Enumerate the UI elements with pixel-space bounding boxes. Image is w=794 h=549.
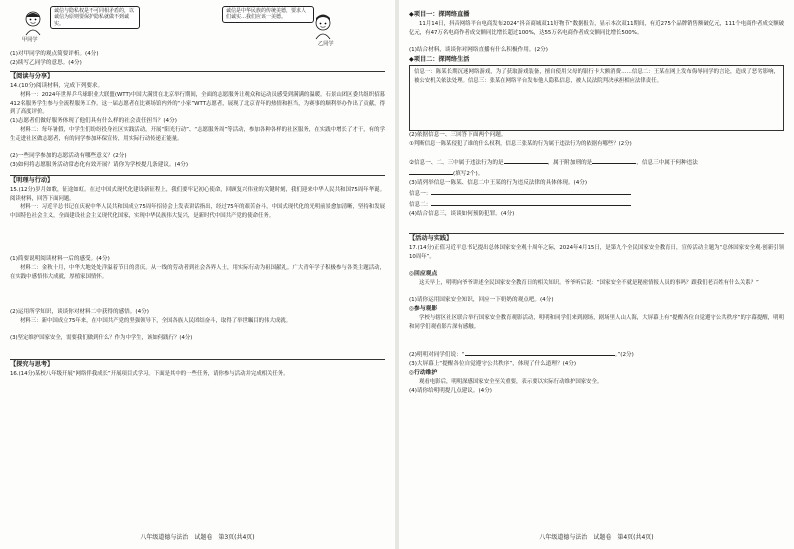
project1-text: 11月14日，抖音网络平台电商发布2024“抖音商城双11好物节”数据报告，显示本次双11期间，有近275个品牌销售额破亿元，111个电商作者成交额破亿元，有47万名电商作者成交额同比增长超过100%，达55万名电商作者成交额同比增长500%。 [409, 21, 784, 36]
answer-blank-1[interactable] [504, 157, 548, 164]
q2b-part1: ②信息一、二、三中属于违法行为的是 [409, 160, 504, 166]
info2-line [409, 199, 784, 210]
step3-title: ◎行动维护 [409, 370, 438, 376]
info1-label: 信息一： [409, 191, 432, 197]
q14-sub2: (2)一些同学参加的志愿活动有哪些意义？(2分) [10, 153, 127, 159]
step1-question: (1)请你运用国家安全知识，回应一下奶奶的观点吧。(4分) [409, 297, 554, 303]
q2b-part4: (填写2个)。 [453, 171, 484, 177]
q15-sub1: (1)简要说明阅读材料一后的感受。(4分) [10, 256, 110, 262]
q15-sub3: (3)坚定维护国家安全，需要我们做到什么？作为中学生，该如何践行？(4分) [10, 335, 193, 341]
q17-head: 17.(14分)正值习近平总书记提出总体国家安全观十周年之际，2024年4月15日，是第九个全民国家安全教育日，宣传活动主题为“总体国家安全观·创新引领10周年”。 [409, 245, 784, 260]
section-read-share: 【阅读与分享】 [10, 73, 54, 80]
step2-question1 [409, 349, 784, 360]
step2-title: ◎参与观影 [409, 306, 438, 312]
step3-text: 观看电影后，明明深感国家安全至关重要，表示要以实际行动维护国家安全。 [419, 379, 603, 385]
bubble-b-text: 诚信是中华民族的传统美德，要求人们诚实…我们应该一美德。 [226, 8, 307, 21]
s2q1-part2: 。”(2分) [614, 352, 634, 358]
q15-material3: 材料三：新中国成立75年来，在中国共产党的坚强领导下，全国各族人民团结奋斗，取得了举世瞩目的伟大成就。 [20, 318, 292, 324]
info1-blank[interactable] [431, 188, 631, 195]
step1-title: ◎回应观点 [409, 271, 438, 277]
q16-head: 16.(14分)某校八年级开展“网络伴我成长”开展项目式学习。下面是其中的一些任务，请你参与活动并完成相关任务。 [10, 371, 289, 377]
q15-material2: 材料二：金秋十月，中华大地处处洋溢着节日的喜庆。从一线的劳动者到社会各界人士，用实际行动为祖国献礼。广大青年学子积极参与各类主题活动，在实践中感悟伟大成就，厚植家国情怀。 [10, 265, 385, 280]
info-box [409, 65, 784, 131]
student-a-name: 甲同学 [22, 37, 38, 43]
project2-q2: (2)依据信息一、三回答下面两个问题。 [409, 132, 507, 138]
page-footer-right: 八年级道德与法治 试题卷 第4页(共4页) [539, 534, 654, 541]
q14-head: 14.(10分)阅读材料，完成下列要求。 [10, 83, 104, 89]
project2-q4: (4)结合信息三，谈谈如何预防犯罪。(4分) [409, 211, 515, 217]
project2-title: ◆项目二：探网络生活 [409, 56, 470, 63]
step1-text: 这天早上，明明向爷爷讲述全民国家安全教育日的相关知识。爷爷听后说：“国家安全不就是秘密情报人员的事吗？跟我们老百姓有什么关系？” [419, 280, 759, 286]
q15-head: 15.(12分)岁月如歌，征途如虹。在过中国式现代化建设新征程上，我们要牢记初心使命，回顾复兴伟业的关键时刻，我们迎来中华人民共和国75周年华诞。阅读材料，回答下面问题。 [10, 187, 385, 202]
student-b-name: 乙同学 [318, 41, 334, 47]
q13-sub1: (1)对甲同学的观点简要评析。(4分) [10, 51, 99, 57]
project2-q2a: ①判断信息一陈某侵犯了谁的什么权利，信息三张某的行为属于违法行为的依据有哪些？(2分) [409, 141, 632, 147]
info1-line [409, 188, 784, 199]
bubble-a-text: 诚信与隐私权是不可同相矛盾的，以诚信为原则要保护隐私就做不到诚实。 [54, 8, 135, 27]
project2-q3: (3)请列举信息一陈某、信息二中王某的行为违反法律的具体体现。(4分) [409, 180, 588, 186]
section-explore-think: 【探究与思考】 [10, 361, 54, 368]
q15-material1: 材料一：习近平总书记在庆祝中华人民共和国成立75周年招待会上发表讲话指出，经过75年的艰苦奋斗，中国式现代化的光明前景愈加清晰，坚持和发展中国特色社会主义，全面建设社会主义现代化国家，实现中华民族伟大复兴，是新时代中国共产党的使命任务。 [10, 204, 385, 219]
info2-label: 信息二： [409, 202, 432, 208]
project2-q2b-cont [409, 168, 784, 179]
info-box-text: 信息一：陈某长期沉迷网络游戏，为了获取游戏装备，擅自使用父母的银行卡大额消费……信息二：王某在网上发布侮辱同学的言论，造成了恶劣影响，被公安机关依法处理。信息三：张某在网络平台发布他人隐私信息，被人民法院判决承担相应法律责任。 [414, 69, 779, 84]
q14-material2: 材料二：每年暑假，中学生们纷纷投身社区实践活动，开展“阳光行动”、“志愿服务周”等活动，参加各种各样的社区服务，在实践中增长了才干，有的学生走进社区做志愿者，有的同学参加环保宣传，用实际行动传递正能量。 [10, 127, 385, 142]
s2q1-part1: (2)明明对同学们说：“ [409, 352, 465, 358]
project2-q2b [409, 157, 784, 168]
info2-blank[interactable] [431, 199, 631, 206]
left-questions [10, 50, 385, 387]
right-page [399, 0, 794, 549]
q14-sub3: (3)如何将志愿服务活动常态化有效开展？请你为学校提几条建议。(4分) [10, 162, 189, 168]
answer-blank-2[interactable] [592, 157, 636, 164]
step3-question: (4)请你给明明提几点建议。(4分) [409, 388, 492, 394]
q2b-part3: ，信息三中属于何种违法 [636, 160, 698, 166]
student-a-bubble [50, 6, 140, 29]
q2b-part2: ，属于附加刑的是 [547, 160, 593, 166]
section-activity-practice: 【活动与实践】 [409, 235, 453, 242]
q13-sub2: (2)续写乙同学的意思。(4分) [10, 60, 82, 66]
step2-text: 学校与辖区社区联合举行国家安全教育观影活动，明明和同学们来到剧场，剧场里人山人海，大屏幕上有“提醒各位自觉遵守公共秩序”的字幕提醒，明明和同学们观看影片深有感触。 [409, 315, 784, 330]
answer-blank-3[interactable] [409, 168, 453, 175]
q15-sub2: (2)运用所学知识，谈谈你对材料二中获得的感悟。(4分) [10, 309, 149, 315]
right-questions [409, 10, 784, 396]
page-footer-left: 八年级道德与法治 试题卷 第3页(共4页) [140, 534, 255, 541]
project1-title: ◆项目一：探网络直播 [409, 11, 470, 18]
s2q1-blank[interactable] [465, 349, 615, 356]
student-b-bubble [222, 6, 314, 23]
q14-sub1: (1)志愿者们做好服务体现了他们具有什么样的社会责任担当？(4分) [10, 118, 177, 124]
q14-material1: 材料一：2024年世界乒乓球职业大联盟(WTT)中国大满贯在北京举行期间，全面的志愿服务让观众和运动员感受到满满的温暖。石景山团区委共组织招募412名服务学生参与全流程服务工作。这一届志愿者在比赛场馆内外的“小家”WTT志愿者，展现了北京青年的热情和担当，为赛事的顺利举办作出了贡献，得到了高度评价。 [10, 92, 385, 116]
left-page [0, 0, 395, 549]
step2-question2: (3)大屏幕上“提醒各位自觉遵守公共秩序”，体现了什么道理？(4分) [409, 361, 577, 367]
section-reason-action: 【明理与行动】 [10, 177, 54, 184]
project1-question: (1)结合材料，谈谈你对网络直播有什么积极作用。(2分) [409, 47, 548, 53]
